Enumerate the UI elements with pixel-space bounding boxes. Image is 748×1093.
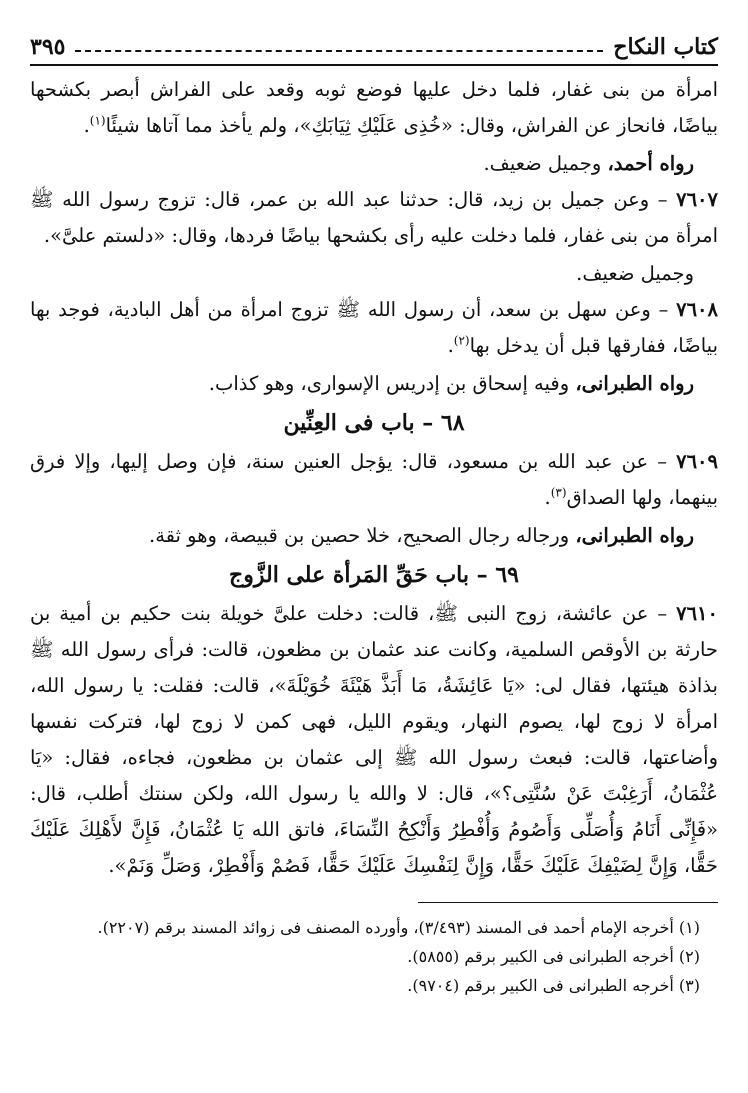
hadith-7610: ٧٦١٠ – عن عائشة، زوج النبى ﷺ، قالت: دخلت علىَّ خويلة بنت حكيم بن أمية بن حارثة بن الأوقص السلمية، وكانت عند عثمان بن مظعون، قالت: فرأى رسول الله ﷺ بذاذة هيئتها، فقال لى: «يَا عَائِشَةُ، مَا أَبَذَّ هَيْئَةَ خُوَيْلَةَ»، قالت: فقلت: يا رسول الله، امرأة لا زوج لها، يصوم النهار، ويقوم الليل، فهى كمن لا زوج لها، فتركت نفسها وأضاعتها، قالت: فبعث رسول الله ﷺ إلى عثمان بن مظعون، فجاءه، فقال: «يَا عُثْمَانُ، أَرَغِبْتَ عَنْ سُنَّتِى؟»، قال: لا والله يا رسول الله، ولكن سنتك أطلب، قال: «فَإِنِّى أَنَامُ وَأُصَلِّى وَأَصُومُ وَأُفْطِرُ وَأَنْكِحُ النِّسَاءَ، فاتق الله يَا عُثْمَانُ، فَإِنَّ لأَهْلِكَ عَلَيْكَ حَقًّا، وَإِنَّ لِضَيْفِكَ عَلَيْكَ حَقًّا، وَإِنَّ لِنَفْسِكَ عَلَيْكَ حَقًّا، فَصُمْ وَأَفْطِرْ، وَصَلِّ وَنَمْ». <box>30 602 718 877</box>
hadith-7608: ٧٦٠٨ – وعن سهل بن سعد، أن رسول الله ﷺ تزوج امرأة من أهل البادية، فوجد بها بياضًا، ففارقها قبل أن يدخل بها$^{(٢)}$. <box>30 298 718 357</box>
footnote-2: (٢) أخرجه الطبرانى فى الكبير برقم (٥٨٥٥). <box>407 947 700 966</box>
grading-note: رواه الطبرانى، وفيه إسحاق بن إدريس الإسوارى، وهو كذاب. <box>208 372 694 395</box>
header-dash-leader <box>75 50 603 52</box>
hadith-number: ٧٦١٠ <box>676 602 718 625</box>
grading-note: وجميل ضعيف. <box>576 262 694 285</box>
hadith-number: ٧٦٠٨ <box>676 298 718 321</box>
footnote-3: (٣) أخرجه الطبرانى فى الكبير برقم (٩٧٠٤). <box>407 976 700 995</box>
footnote-separator <box>418 902 718 903</box>
hadith-7607: ٧٦٠٧ – وعن جميل بن زيد، قال: حدثنا عبد الله بن عمر، قال: تزوج رسول الله ﷺ امرأة من بنى غفار، فلما دخلت عليه رأى بكشحها بياضًا فردها، وقال: «دلستم علىَّ». <box>30 188 718 247</box>
book-page <box>30 28 718 1073</box>
header-rule <box>30 64 718 66</box>
running-title: كتاب النكاح <box>613 34 718 60</box>
chapter-heading-68: ٦٨ – باب فى العِنِّين <box>283 410 465 436</box>
hadith-number: ٧٦٠٧ <box>676 188 718 211</box>
paragraph-continued: امرأة من بنى غفار، فلما دخل عليها فوضع ثوبه وقعد على الفراش أبصر بكشحها بياضًا، فانحاز عن الفراش، وقال: «خُذِى عَلَيْكِ ثِيَابَكِ»، ولم يأخذ مما آتاها شيئًا$^{(١)}$. <box>30 78 718 137</box>
footnotes <box>30 913 718 1000</box>
footnote-ref-2: (٢) <box>453 333 470 348</box>
hadith-number: ٧٦٠٩ <box>676 450 718 473</box>
footnote-ref-3: (٣) <box>550 485 567 500</box>
hadith-7609: ٧٦٠٩ – عن عبد الله بن مسعود، قال: يؤجل العنين سنة، فإن وصل إليها، وإلا فرق بينهما، ولها الصداق$^{(٣)}$. <box>30 450 718 509</box>
page-number: ٣٩٥ <box>30 34 66 60</box>
footnote-ref-1: (١) <box>89 113 106 128</box>
footnote-1: (١) أخرجه الإمام أحمد فى المسند (٣/٤٩٣)، وأورده المصنف فى زوائد المسند برقم (٢٢٠٧). <box>97 918 700 937</box>
page-header <box>30 28 718 60</box>
grading-note: رواه الطبرانى، ورجاله رجال الصحيح، خلا حصين بن قبيصة، وهو ثقة. <box>149 524 694 547</box>
chapter-heading-69: ٦٩ – باب حَقِّ المَرأة على الزَّوج <box>229 562 519 588</box>
main-text <box>30 72 718 884</box>
grading-note: رواه أحمد، وجميل ضعيف. <box>483 152 694 175</box>
